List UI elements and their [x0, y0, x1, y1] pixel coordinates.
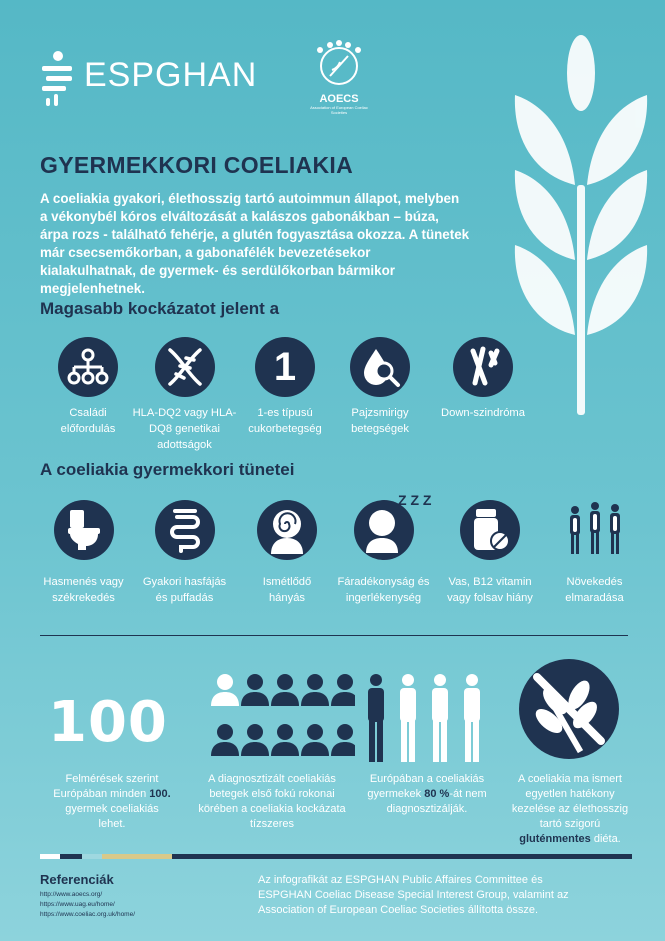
symptom-item-label: Vas, B12 vitamin vagy folsav hiány: [447, 576, 533, 604]
aoecs-emblem-icon: [308, 40, 370, 88]
number-one-icon: [255, 337, 315, 397]
reference-link[interactable]: http://www.aoecs.org/: [40, 891, 103, 898]
symptom-item: [36, 500, 131, 606]
risk-item-label: HLA-DQ2 vagy HLA-DQ8 genetikai adottságok: [132, 407, 237, 451]
dizzy-head-icon: [257, 500, 317, 560]
espghan-logo-mark: [40, 48, 76, 106]
symptom-item: [547, 500, 642, 606]
symptom-item-label: Gyakori hasfájás és puffadás: [142, 576, 227, 604]
stat-highlight: gluténmentes: [519, 833, 591, 845]
dna-icon: [155, 337, 215, 397]
people-grid-icon: [205, 672, 355, 760]
number-one-glyph: 1: [273, 344, 297, 389]
aoecs-label: AOECS: [319, 93, 359, 105]
risk-section-title: Magasabb kockázatot jelent a: [40, 299, 280, 318]
risk-item: [132, 337, 237, 453]
aoecs-logo: [308, 40, 370, 116]
risk-item: [433, 337, 533, 421]
children-undiagnosed-icon: [362, 672, 490, 764]
risk-item-label: Down-szindróma: [441, 407, 525, 419]
no-gluten-icon: [515, 655, 623, 763]
reference-link[interactable]: https://www.coeliac.org.uk/home/: [40, 911, 136, 918]
family-tree-icon: [58, 337, 118, 397]
chromosome-icon: [453, 337, 513, 397]
stat-one-in-100: Felmérések szerint Európában minden 100. gyermek coeliakiás lehet.: [53, 773, 171, 830]
symptom-item: [137, 500, 232, 606]
section-divider: [40, 635, 628, 636]
risk-item-label: Pajzsmirigy betegségek: [351, 407, 409, 435]
risk-item: [42, 337, 134, 437]
footer-color-band: [40, 854, 632, 859]
symptom-item-label: Növekedés elmaradása: [565, 576, 624, 604]
stat-relatives-risk: A diagnosztizált coeliakiás betegek első fokú rokonai körében a coeliakia kockázata tízszeres: [198, 773, 346, 830]
stat-undiagnosed: Európában a coeliakiás gyermekek 80 %-át nem diagnosztizálják.: [367, 773, 487, 815]
big-number-100: 100: [48, 690, 168, 755]
risk-item-label: 1-es típusú cukorbetegség: [248, 407, 322, 435]
symptoms-section-title: A coeliakia gyermekkori tünetei: [40, 460, 295, 479]
symptom-item-label: Fáradékonyság és ingerlékenység: [337, 576, 430, 604]
stat-gluten-free-diet: A coeliakia ma ismert egyetlen hatékony kezelése az élethosszig tartó szigorú gluténmentes diéta.: [511, 773, 629, 845]
intestine-icon: [155, 500, 215, 560]
risk-item-label: Családi előfordulás: [60, 407, 116, 435]
drop-magnifier-icon: [350, 337, 410, 397]
symptom-item-label: Ismétlődő hányás: [262, 576, 312, 604]
page-title: GYERMEKKORI COELIAKIA: [40, 152, 353, 178]
aoecs-sublabel: Association of European Coeliac Societies: [310, 105, 368, 115]
espghan-logo: [40, 48, 290, 108]
symptom-item: [326, 492, 441, 606]
symptom-item-label: Hasmenés vagy székrekedés: [43, 576, 124, 604]
risk-item: [245, 337, 325, 437]
symptom-item: [436, 500, 544, 606]
pill-bottle-icon: [460, 500, 520, 560]
stat-highlight: 100.: [149, 788, 171, 800]
stat-highlight: 80 %: [424, 788, 450, 800]
references-list: [40, 890, 135, 920]
risk-item: [340, 337, 420, 437]
symptom-item: [242, 500, 332, 606]
references-title: Referenciák: [40, 872, 114, 887]
reference-link[interactable]: https://www.uag.eu/home/: [40, 901, 115, 908]
sleep-head-icon: [354, 500, 414, 560]
espghan-logo-text: ESPGHAN: [84, 56, 258, 94]
footer-credits: Az infografikát az ESPGHAN Public Affaires Committee és ESPGHAN Coeliac Disease Special Interest Group, valamint az Association of European Coeliac Societies állította össze.: [258, 874, 569, 916]
toilet-icon: [54, 500, 114, 560]
intro-paragraph: A coeliakia gyakori, élethosszig tartó autoimmun állapot, melyben a vékonybél kóros elváltozását a kalászos gabonákban – búza, árpa rozs - található fehérje, a glutén fogyasztása okozza. A tünetek már csecsemőkorban, a gabonafélék bevezetésekor kialakulhatnak, de gyermek- és serdülőkorban bármikor megjelenhetnek.: [40, 191, 470, 296]
children-height-icon: [565, 500, 625, 560]
sleep-zzz: Z Z Z: [398, 492, 432, 508]
